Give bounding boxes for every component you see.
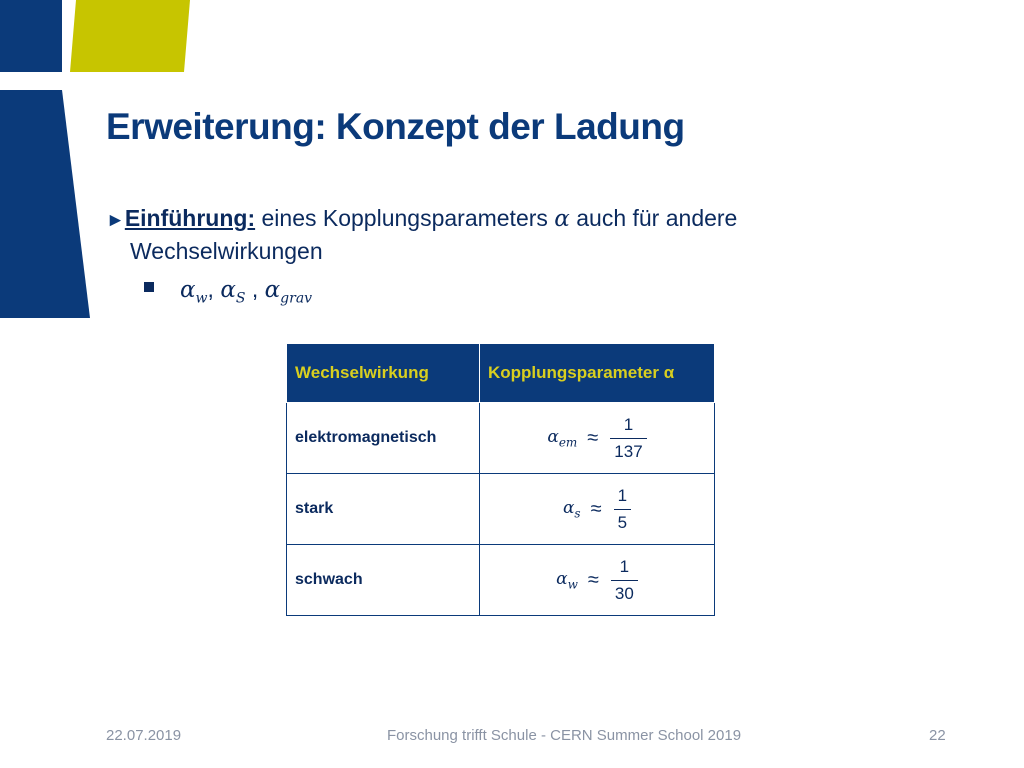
coupling-subbullet (144, 276, 312, 307)
coupling-table (286, 343, 715, 616)
interaction-name: elektromagnetisch (287, 403, 480, 474)
table-row (287, 545, 715, 616)
interaction-name: schwach (287, 545, 480, 616)
table-header-row (287, 344, 715, 403)
coupling-value: $\alpha_{em}$ ≈ $\frac{1}{137}$ (480, 403, 715, 474)
intro-bullet (106, 203, 806, 266)
arrow-bullet-icon: ► (106, 210, 125, 231)
navy-side-wedge (0, 90, 90, 318)
alpha-symbol: α (554, 206, 570, 232)
separator: , (245, 276, 265, 302)
footer-date: 22.07.2019 (106, 727, 182, 744)
footer-page-number: 22 (929, 727, 946, 744)
slide-title: Erweiterung: Konzept der Ladung (106, 106, 685, 147)
coupling-value: $\alpha_w$ ≈ $\frac{1}{30}$ (480, 545, 715, 616)
square-bullet-icon (144, 282, 154, 292)
footer-center: Forschung trifft Schule - CERN Summer School 2019 (387, 727, 742, 744)
bullet-text-after: auch für andere (569, 205, 738, 231)
yellow-block (70, 0, 190, 72)
table-row (287, 474, 715, 545)
separator: , (207, 276, 221, 302)
alpha-w: $\alpha_w$ (180, 277, 208, 307)
table-row (287, 403, 715, 474)
navy-top-block (0, 0, 62, 72)
interaction-name: stark (287, 474, 480, 545)
bullet-continuation: Wechselwirkungen (130, 238, 323, 264)
coupling-value: $\alpha_s$ ≈ $\frac{1}{5}$ (480, 474, 715, 545)
alpha-s: $\alpha_S$ (220, 277, 246, 307)
bullet-text-before: eines Kopplungsparameters (255, 205, 555, 231)
header-wechselwirkung: Wechselwirkung (287, 344, 480, 403)
alpha-grav: $\alpha_{grav}$ (264, 277, 313, 307)
header-kopplungsparameter: Kopplungsparameter α (480, 344, 715, 403)
bullet-lead: Einführung: (124, 205, 256, 231)
